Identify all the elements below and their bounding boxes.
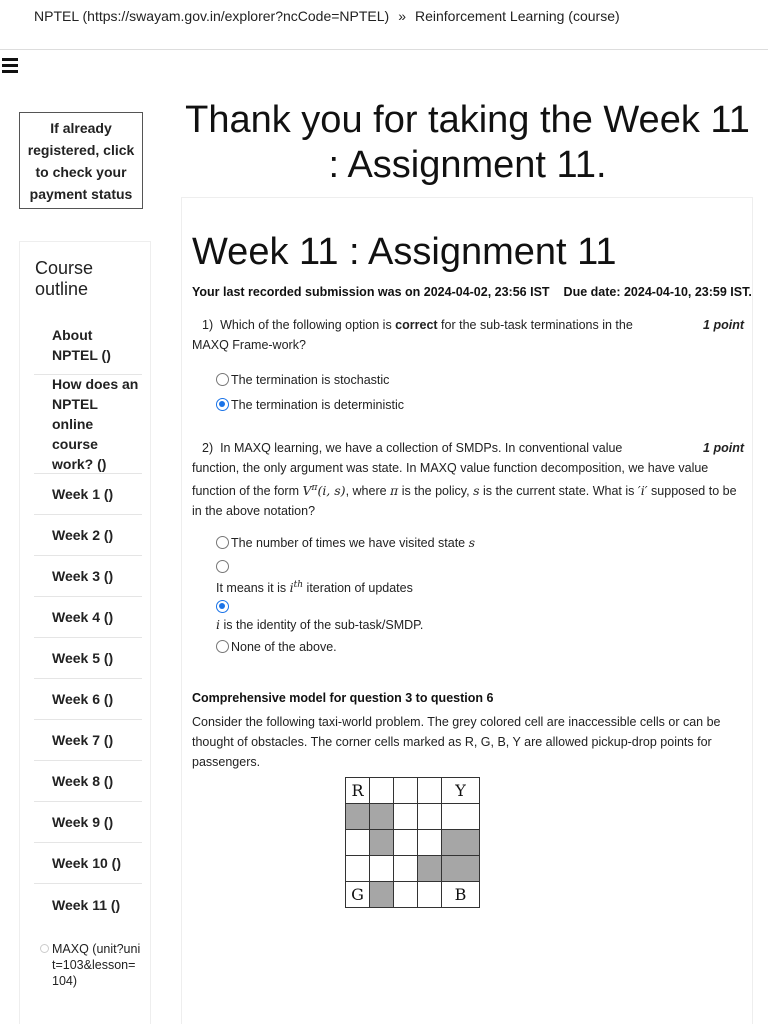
question-2-text: supposed to be in the above notation? bbox=[192, 484, 737, 519]
grid-cell bbox=[418, 804, 442, 830]
question-2-text: , where bbox=[345, 484, 391, 499]
breadcrumb-nptel-link[interactable]: NPTEL (https://swayam.gov.in/explorer?ncCode=NPTEL) bbox=[34, 8, 390, 24]
course-outline-list bbox=[34, 316, 142, 989]
due-date-text: Due date: 2024-04-10, 23:59 IST. bbox=[563, 285, 752, 299]
payment-status-button[interactable]: If already registered, click to check your payment status bbox=[19, 112, 143, 209]
submission-info bbox=[192, 285, 752, 299]
assignment-content bbox=[181, 197, 753, 1024]
outline-item-week-1[interactable]: Week 1 () bbox=[34, 474, 142, 515]
outline-item-week-4[interactable]: Week 4 () bbox=[34, 597, 142, 638]
radio-selected-icon[interactable] bbox=[216, 600, 229, 613]
grid-cell bbox=[346, 830, 370, 856]
radio-unselected-icon[interactable] bbox=[216, 560, 229, 573]
q1-option-deterministic[interactable] bbox=[216, 396, 404, 414]
question-2-number: 2) bbox=[202, 441, 214, 455]
outline-item-week-3[interactable]: Week 3 () bbox=[34, 556, 142, 597]
question-2 bbox=[192, 438, 744, 521]
math-s: s bbox=[473, 483, 480, 499]
comprehensive-heading: Comprehensive model for question 3 to question 6 bbox=[192, 691, 494, 705]
grid-cell bbox=[370, 856, 394, 882]
q2-option-subtask-identity[interactable] bbox=[216, 598, 423, 634]
grid-cell bbox=[370, 778, 394, 804]
assignment-title: Week 11 : Assignment 11 bbox=[192, 231, 617, 273]
comprehensive-description: Consider the following taxi-world problem. The grey colored cell are inaccessible cells or can be thought of obstacles. The corner cells marked as R, G, B, Y are allowed pickup-drop points for passengers. bbox=[192, 715, 721, 769]
outline-item-week-11[interactable]: Week 11 () bbox=[52, 896, 121, 913]
grid-cell bbox=[442, 804, 480, 830]
question-2-text: is the current state. What is bbox=[479, 484, 638, 499]
course-outline-panel bbox=[19, 241, 151, 1024]
question-1-points: 1 point bbox=[703, 318, 744, 332]
math-i-th: $i^{th}$ bbox=[289, 580, 304, 596]
question-2-points: 1 point bbox=[703, 441, 744, 455]
grid-cell-obstacle bbox=[418, 856, 442, 882]
grid-cell-obstacle bbox=[346, 804, 370, 830]
option-label: The termination is stochastic bbox=[231, 373, 390, 387]
outline-item-week-10[interactable]: Week 10 () bbox=[34, 843, 142, 884]
outline-item-week-5[interactable]: Week 5 () bbox=[34, 638, 142, 679]
top-breadcrumb-bar bbox=[0, 0, 768, 50]
math-s: s bbox=[468, 535, 476, 550]
taxi-world-grid bbox=[345, 777, 480, 908]
outline-item-week-2[interactable]: Week 2 () bbox=[34, 515, 142, 556]
math-value-function: $V^\pi(i$, s) bbox=[302, 483, 346, 499]
q2-option-iteration[interactable] bbox=[216, 558, 413, 597]
question-1-number: 1) bbox=[202, 318, 214, 332]
grid-cell-b: B bbox=[442, 882, 480, 908]
grid-cell bbox=[346, 856, 370, 882]
outline-item-how-it-works[interactable]: How does an NPTEL online course work? () bbox=[34, 375, 142, 474]
grid-cell-r: R bbox=[346, 778, 370, 804]
radio-unselected-icon[interactable] bbox=[216, 536, 229, 549]
last-submission-text: Your last recorded submission was on 2024-04-02, 23:56 IST bbox=[192, 285, 550, 299]
grid-cell-g: G bbox=[346, 882, 370, 908]
option-label: The termination is deterministic bbox=[231, 398, 404, 412]
lesson-status-dot-icon bbox=[40, 944, 49, 953]
breadcrumb bbox=[34, 8, 620, 24]
radio-selected-icon[interactable] bbox=[216, 398, 229, 411]
grid-cell bbox=[394, 778, 418, 804]
question-1 bbox=[192, 315, 744, 355]
q1-option-stochastic[interactable] bbox=[216, 371, 389, 389]
thank-you-heading: Thank you for taking the Week 11 : Assignment 11. bbox=[185, 99, 750, 186]
lesson-label: MAXQ (unit?unit=103&lesson=104) bbox=[52, 942, 141, 988]
grid-cell bbox=[394, 882, 418, 908]
question-1-text-rest: for the sub-task terminations in the MAXQ Frame-work? bbox=[192, 318, 633, 352]
math-i: i bbox=[216, 617, 220, 632]
outline-item-week-8[interactable]: Week 8 () bbox=[34, 761, 142, 802]
hamburger-menu-icon[interactable] bbox=[2, 58, 18, 74]
outline-item-about-nptel[interactable]: About NPTEL () bbox=[34, 316, 142, 375]
course-outline-title: Course outline bbox=[35, 258, 94, 299]
question-2-text: is the policy, bbox=[398, 484, 474, 499]
q2-option-visit-count[interactable] bbox=[216, 534, 475, 552]
grid-cell-obstacle bbox=[442, 856, 480, 882]
option-label: None of the above. bbox=[231, 640, 337, 654]
grid-cell-obstacle bbox=[370, 830, 394, 856]
grid-cell-obstacle bbox=[442, 830, 480, 856]
question-2-text: In MAXQ learning, we have a collection of SMDPs. In conventional value function, the only argument was state. In MAXQ value function decomposition, we have value function of the form bbox=[192, 441, 709, 499]
grid-cell bbox=[394, 830, 418, 856]
outline-item-week-7[interactable]: Week 7 () bbox=[34, 720, 142, 761]
grid-cell-y: Y bbox=[442, 778, 480, 804]
radio-unselected-icon[interactable] bbox=[216, 640, 229, 653]
question-1-text: Which of the following option is bbox=[220, 318, 396, 332]
option-label: iteration of updates bbox=[303, 581, 413, 596]
breadcrumb-separator: » bbox=[398, 8, 406, 24]
question-1-emphasis: correct bbox=[395, 318, 438, 332]
grid-cell-obstacle bbox=[370, 882, 394, 908]
grid-cell bbox=[394, 804, 418, 830]
option-label: It means it is bbox=[216, 581, 290, 596]
math-i-quoted: ′i′ bbox=[637, 483, 648, 499]
outline-lesson-maxq[interactable] bbox=[34, 941, 142, 989]
outline-item-week-9[interactable]: Week 9 () bbox=[34, 802, 142, 843]
q2-option-none[interactable] bbox=[216, 638, 337, 656]
breadcrumb-course-link[interactable]: Reinforcement Learning (course) bbox=[415, 8, 620, 24]
option-label: is the identity of the sub-task/SMDP. bbox=[220, 618, 424, 632]
grid-cell bbox=[418, 778, 442, 804]
grid-cell bbox=[394, 856, 418, 882]
option-label: The number of times we have visited state bbox=[231, 536, 469, 550]
math-pi: π bbox=[390, 483, 399, 499]
grid-cell bbox=[418, 882, 442, 908]
grid-cell-obstacle bbox=[370, 804, 394, 830]
outline-item-week-6[interactable]: Week 6 () bbox=[34, 679, 142, 720]
grid-cell bbox=[418, 830, 442, 856]
radio-unselected-icon[interactable] bbox=[216, 373, 229, 386]
